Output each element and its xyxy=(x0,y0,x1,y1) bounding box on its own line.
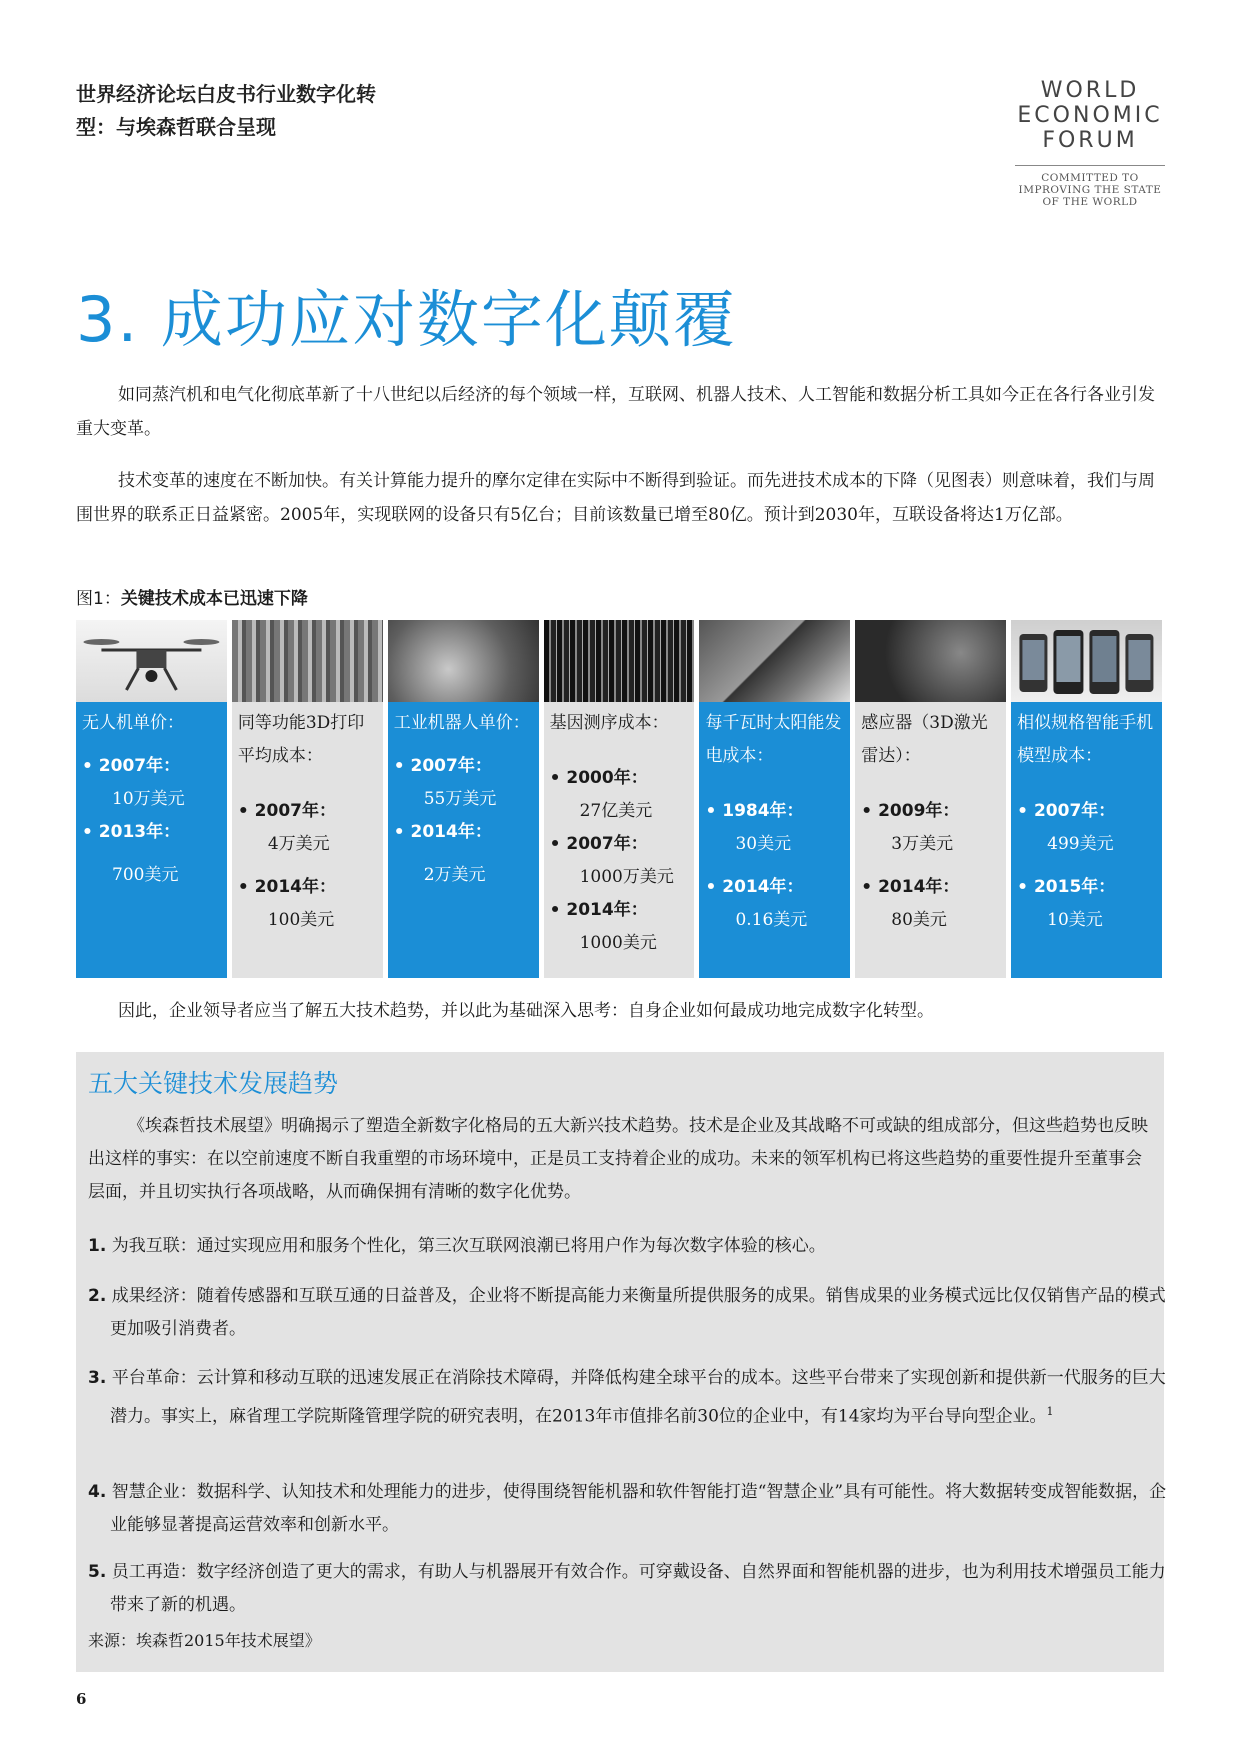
cost-value: 1000美元 xyxy=(579,933,657,953)
header-title: 世界经济论坛白皮书行业数字化转型：与埃森哲联合呈现 xyxy=(76,82,376,139)
cost-year: • 2000年： xyxy=(549,768,648,788)
cost-value: 27亿美元 xyxy=(579,801,653,821)
cost-value: 100美元 xyxy=(267,910,335,930)
cost-value: 0.16美元 xyxy=(735,910,808,930)
body-paragraph: 技术变革的速度在不断加快。有关计算能力提升的摩尔定律在实际中不断得到验证。而先进技术成本的下降（见图表）则意味着，我们与周围世界的联系正日益紧密。2005年，实现联网的设备只有5亿台；目前该数量已增至80亿。预计到2030年，互联设备将达1万亿部。 xyxy=(76,471,1155,525)
logo-tagline: IMPROVING THE STATE xyxy=(1018,184,1162,196)
tech-column-smartphone xyxy=(1011,620,1162,978)
wef-logo xyxy=(1010,78,1170,208)
logo-line: ECONOMIC xyxy=(1017,103,1163,128)
cost-value: 55万美元 xyxy=(423,789,497,809)
solar-image xyxy=(699,620,850,702)
logo-line: FORUM xyxy=(1042,128,1138,153)
cost-value: 2万美元 xyxy=(423,865,486,885)
3d-print-image xyxy=(232,620,383,702)
tech-column-3d-printing xyxy=(232,620,383,978)
tech-column-solar xyxy=(699,620,850,978)
tech-name: 基因测序成本： xyxy=(549,713,669,733)
tech-name: 工业机器人单价： xyxy=(393,713,530,733)
drone-icon xyxy=(76,620,227,702)
trends-box xyxy=(76,1052,1167,1672)
cost-year: • 2014年： xyxy=(705,877,804,897)
cost-year: • 2015年： xyxy=(1017,877,1116,897)
cost-year: • 2007年： xyxy=(1017,801,1116,821)
cost-value: 1000万美元 xyxy=(579,867,674,887)
cost-year: • 2009年： xyxy=(861,801,960,821)
tech-name: 感应器（3D激光雷达）： xyxy=(861,713,988,766)
logo-tagline: OF THE WORLD xyxy=(1042,196,1138,208)
section-heading: 3. 成功应对数字化颠覆 xyxy=(76,283,737,356)
figure-caption xyxy=(76,586,308,612)
figure-caption-text: 关键技术成本已迅速下降 xyxy=(120,589,308,609)
tech-column-industrial-robot xyxy=(388,620,539,978)
tech-column-gene-sequencing xyxy=(544,620,695,978)
smartphone-image xyxy=(1011,620,1162,702)
cost-year: • 2007年： xyxy=(237,801,336,821)
tech-column-lidar xyxy=(855,620,1006,978)
cost-year: • 2007年： xyxy=(82,756,181,776)
cost-year: • 2014年： xyxy=(861,877,960,897)
logo-tagline: COMMITTED TO xyxy=(1041,172,1139,184)
cost-value: 10美元 xyxy=(1047,910,1103,930)
trend-item: 5. 员工再造：数字经济创造了更大的需求，有助人与机器展开有效合作。可穿戴设备、自然界面和智能机器的进步，也为利用技术增强员工能力带来了新的机遇。 xyxy=(88,1562,1166,1615)
tech-column-drone xyxy=(76,620,227,978)
trend-item: 2. 成果经济：随着传感器和互联互通的日益普及，企业将不断提高能力来衡量所提供服务的成果。销售成果的业务模式远比仅仅销售产品的模式更加吸引消费者。 xyxy=(88,1286,1166,1339)
trend-item: 1. 为我互联：通过实现应用和服务个性化，第三次互联网浪潮已将用户作为每次数字体验的核心。 xyxy=(88,1236,826,1256)
cost-value: 4万美元 xyxy=(267,834,330,854)
cost-year: • 1984年： xyxy=(705,801,804,821)
lidar-image xyxy=(855,620,1006,702)
source-note: 来源：埃森哲2015年技术展望》 xyxy=(88,1631,321,1650)
cost-value: 30美元 xyxy=(735,834,792,854)
cost-value: 499美元 xyxy=(1047,834,1114,854)
cost-value: 700美元 xyxy=(112,865,179,885)
drone-image xyxy=(76,620,227,702)
page-number: 6 xyxy=(76,1690,87,1708)
cost-year: • 2013年： xyxy=(82,822,181,842)
tech-name: 相似规格智能手机模型成本： xyxy=(1017,713,1154,766)
tech-cost-grid xyxy=(76,620,1162,978)
tech-name: 每千瓦时太阳能发电成本： xyxy=(705,713,842,766)
logo-divider xyxy=(1015,165,1165,166)
footnote-marker: 1 xyxy=(1046,1405,1054,1418)
logo-line: WORLD xyxy=(1040,78,1140,103)
cost-year: • 2007年： xyxy=(393,756,492,776)
trend-item: 3. 平台革命：云计算和移动互联的迅速发展正在消除技术障碍，并降低构建全球平台的成本。这些平台带来了实现创新和提供新一代服务的巨大潜力。事实上，麻省理工学院斯隆管理学院的研究表明，在2013年市值排名前30位的企业中，有14家均为平台导向型企业。$^1$ xyxy=(88,1368,1166,1427)
tech-name: 同等功能3D打印平均成本： xyxy=(237,713,365,766)
tech-name: 无人机单价： xyxy=(82,713,184,733)
cost-year: • 2014年： xyxy=(393,822,492,842)
cost-year: • 2007年： xyxy=(549,834,648,854)
cost-value: 80美元 xyxy=(891,910,947,930)
cost-year: • 2014年： xyxy=(549,900,648,920)
trend-item: 4. 智慧企业：数据科学、认知技术和处理能力的进步，使得围绕智能机器和软件智能打造“智慧企业”具有可能性。将大数据转变成智能数据，企业能够显著提高运营效率和创新水平。 xyxy=(88,1482,1167,1535)
conclusion-paragraph: 因此，企业领导者应当了解五大技术趋势，并以此为基础深入思考：自身企业如何最成功地完成数字化转型。 xyxy=(118,1001,934,1021)
robot-image xyxy=(388,620,539,702)
smartphone-icon xyxy=(1011,620,1162,702)
figure-caption-prefix: 图1： xyxy=(76,589,121,609)
cost-value: 10万美元 xyxy=(112,789,185,809)
trends-intro: 《埃森哲技术展望》明确揭示了塑造全新数字化格局的五大新兴技术趋势。技术是企业及其战略不可或缺的组成部分，但这些趋势也反映出这样的事实：在以空前速度不断自我重塑的市场环境中，正是员工支持着企业的成功。未来的领军机构已将这些趋势的重要性提升至董事会层面，并且切实执行各项战略，从而确保拥有清晰的数字化优势。 xyxy=(88,1116,1148,1202)
cost-year: • 2014年： xyxy=(237,877,336,897)
trends-title: 五大关键技术发展趋势 xyxy=(88,1069,339,1098)
cost-value: 3万美元 xyxy=(891,834,954,854)
gene-image xyxy=(544,620,695,702)
body-paragraph: 如同蒸汽机和电气化彻底革新了十八世纪以后经济的每个领域一样，互联网、机器人技术、人工智能和数据分析工具如今正在各行各业引发重大变革。 xyxy=(76,385,1155,439)
